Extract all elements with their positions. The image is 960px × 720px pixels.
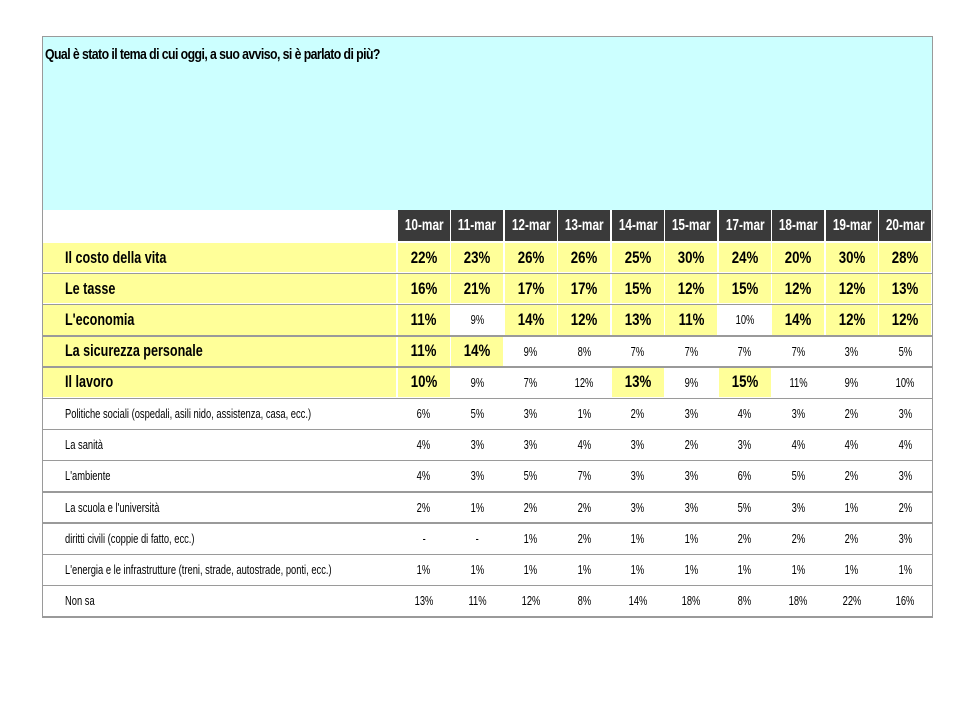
value-cell-text: 5% <box>791 468 806 484</box>
value-cell-text: 16% <box>410 278 438 298</box>
value-cell <box>398 243 450 272</box>
value-cell <box>826 337 878 366</box>
value-cell-text: 26% <box>570 247 598 267</box>
value-cell-text: 3% <box>844 343 859 359</box>
value-cell <box>719 524 771 553</box>
value-cell-text: 14% <box>784 309 812 329</box>
value-cell <box>719 305 771 334</box>
value-cell <box>772 493 824 522</box>
row-label-8-text: La scuola e l'università <box>65 499 160 515</box>
value-cell <box>879 243 931 272</box>
value-cell-text: 14% <box>517 309 545 329</box>
row-label-3 <box>43 337 396 366</box>
value-cell <box>772 368 824 397</box>
value-cell <box>451 274 503 303</box>
value-cell <box>826 586 878 615</box>
row-label-1-text: Le tasse <box>65 278 116 298</box>
value-cell <box>451 368 503 397</box>
value-cell-text: 3% <box>737 437 752 453</box>
value-cell-text: 5% <box>470 406 485 422</box>
value-cell <box>558 243 610 272</box>
value-cell-text: 10% <box>735 312 755 328</box>
value-cell-text: 3% <box>684 499 699 515</box>
value-cell-text: 5% <box>523 468 538 484</box>
date-header-17-mar <box>719 210 771 241</box>
value-cell <box>451 430 503 459</box>
value-cell <box>558 399 610 428</box>
value-cell <box>719 243 771 272</box>
value-cell <box>558 430 610 459</box>
value-cell <box>505 461 557 490</box>
value-cell <box>665 274 717 303</box>
value-cell <box>398 430 450 459</box>
date-header-17-mar-text: 17-mar <box>725 216 765 234</box>
value-cell-text: 10% <box>410 372 438 392</box>
value-cell-text: 12% <box>677 278 705 298</box>
value-cell <box>826 368 878 397</box>
value-cell <box>558 461 610 490</box>
value-cell-text: 2% <box>791 530 806 546</box>
date-header-19-mar <box>826 210 878 241</box>
value-cell-text: 11% <box>410 309 437 329</box>
value-cell <box>451 337 503 366</box>
value-cell <box>612 305 664 334</box>
value-cell-text: 3% <box>791 499 806 515</box>
value-cell-text: 11% <box>468 593 487 609</box>
row-divider <box>43 616 932 618</box>
value-cell-text: 23% <box>463 247 491 267</box>
value-cell-text: 2% <box>844 406 859 422</box>
value-cell <box>826 274 878 303</box>
value-cell-text: 13% <box>624 372 652 392</box>
row-label-2-text: L'economia <box>65 309 135 329</box>
value-cell <box>826 399 878 428</box>
value-cell <box>719 493 771 522</box>
value-cell-text: 1% <box>737 562 752 578</box>
value-cell <box>879 399 931 428</box>
value-cell <box>398 337 450 366</box>
value-cell-text: 18% <box>788 593 808 609</box>
value-cell-text: - <box>475 530 479 546</box>
value-cell <box>665 337 717 366</box>
value-cell <box>612 430 664 459</box>
value-cell-text: 3% <box>898 530 913 546</box>
value-cell-text: 22% <box>410 247 438 267</box>
value-cell-text: 1% <box>416 562 431 578</box>
value-cell-text: 20% <box>784 247 812 267</box>
value-cell-text: 12% <box>521 593 541 609</box>
value-cell-text: 13% <box>624 309 652 329</box>
value-cell-text: 9% <box>470 312 485 328</box>
value-cell <box>398 461 450 490</box>
value-cell-text: 14% <box>628 593 648 609</box>
value-cell-text: 1% <box>844 499 859 515</box>
value-cell-text: 7% <box>630 343 645 359</box>
value-cell-text: 1% <box>577 562 592 578</box>
value-cell <box>612 461 664 490</box>
value-cell <box>879 368 931 397</box>
value-cell-text: 3% <box>684 468 699 484</box>
row-label-5 <box>43 399 396 428</box>
value-cell <box>772 337 824 366</box>
date-header-10-mar-text: 10-mar <box>404 216 444 234</box>
value-cell <box>612 586 664 615</box>
row-label-9 <box>43 524 396 553</box>
value-cell-text: 2% <box>577 499 592 515</box>
value-cell-text: 8% <box>577 343 592 359</box>
value-cell <box>719 399 771 428</box>
value-cell-text: 7% <box>791 343 806 359</box>
value-cell-text: 10% <box>895 374 915 390</box>
value-cell-text: 2% <box>844 468 859 484</box>
value-cell <box>505 430 557 459</box>
value-cell-text: 2% <box>630 406 645 422</box>
row-label-7-text: L'ambiente <box>65 468 111 484</box>
value-cell-text: 4% <box>577 437 592 453</box>
value-cell-text: 26% <box>517 247 545 267</box>
value-cell <box>719 337 771 366</box>
value-cell-text: 30% <box>838 247 866 267</box>
row-label-5-text: Politiche sociali (ospedali, asili nido, assistenza, casa, ecc.) <box>65 406 312 422</box>
value-cell-text: 3% <box>684 406 699 422</box>
value-cell <box>826 243 878 272</box>
value-cell <box>826 493 878 522</box>
value-cell-text: 1% <box>791 562 806 578</box>
value-cell <box>398 493 450 522</box>
value-cell <box>451 493 503 522</box>
value-cell-text: 12% <box>570 309 598 329</box>
value-cell <box>505 305 557 334</box>
value-cell-text: 3% <box>630 499 645 515</box>
value-cell <box>826 555 878 584</box>
value-cell-text: 12% <box>838 309 866 329</box>
value-cell-text: 3% <box>898 406 913 422</box>
row-label-11 <box>43 586 396 615</box>
value-cell <box>451 586 503 615</box>
value-cell <box>558 555 610 584</box>
value-cell-text: 5% <box>898 343 913 359</box>
value-cell-text: 18% <box>681 593 701 609</box>
value-cell-text: 1% <box>898 562 913 578</box>
survey-table-frame <box>42 36 933 618</box>
date-header-15-mar <box>665 210 717 241</box>
date-header-15-mar-text: 15-mar <box>671 216 711 234</box>
value-cell-text: 12% <box>838 278 866 298</box>
row-label-0 <box>43 243 396 272</box>
row-label-6 <box>43 430 396 459</box>
value-cell-text: 1% <box>577 406 592 422</box>
value-cell-text: 2% <box>684 437 699 453</box>
value-cell-text: 7% <box>523 374 538 390</box>
value-cell-text: 2% <box>844 530 859 546</box>
value-cell <box>772 243 824 272</box>
value-cell-text: 4% <box>416 437 431 453</box>
value-cell-text: 4% <box>737 406 752 422</box>
value-cell-text: 3% <box>791 406 806 422</box>
value-cell <box>398 305 450 334</box>
value-cell-text: 8% <box>737 593 752 609</box>
value-cell-text: 15% <box>731 372 759 392</box>
value-cell-text: 7% <box>737 343 752 359</box>
value-cell <box>879 524 931 553</box>
value-cell-text: 16% <box>895 593 915 609</box>
date-header-19-mar-text: 19-mar <box>832 216 872 234</box>
value-cell <box>772 399 824 428</box>
value-cell <box>879 337 931 366</box>
value-cell <box>719 368 771 397</box>
value-cell-text: 4% <box>844 437 859 453</box>
question-title: Qual è stato il tema di cui oggi, a suo avviso, si è parlato di più? <box>45 46 380 63</box>
value-cell-text: 4% <box>898 437 913 453</box>
value-cell <box>398 555 450 584</box>
value-cell <box>398 524 450 553</box>
value-cell-text: 30% <box>677 247 705 267</box>
date-header-18-mar-text: 18-mar <box>778 216 818 234</box>
value-cell-text: 9% <box>684 374 699 390</box>
value-cell-text: 2% <box>416 499 431 515</box>
value-cell <box>505 243 557 272</box>
value-cell <box>558 493 610 522</box>
value-cell-text: 1% <box>523 562 538 578</box>
value-cell <box>612 368 664 397</box>
value-cell-text: 5% <box>737 499 752 515</box>
value-cell <box>505 586 557 615</box>
value-cell-text: 15% <box>731 278 759 298</box>
date-header-11-mar <box>451 210 503 241</box>
value-cell <box>612 524 664 553</box>
value-cell-text: 28% <box>891 247 919 267</box>
date-header-18-mar <box>772 210 824 241</box>
value-cell-text: 1% <box>630 562 645 578</box>
value-cell-text: 9% <box>470 374 485 390</box>
value-cell-text: 2% <box>898 499 913 515</box>
value-cell-text: 3% <box>898 468 913 484</box>
value-cell <box>451 555 503 584</box>
value-cell <box>558 274 610 303</box>
row-label-10 <box>43 555 396 584</box>
value-cell-text: 6% <box>737 468 752 484</box>
date-header-12-mar <box>505 210 557 241</box>
value-cell <box>558 305 610 334</box>
value-cell-text: 1% <box>470 562 485 578</box>
value-cell <box>772 461 824 490</box>
value-cell-text: 25% <box>624 247 652 267</box>
value-cell-text: 1% <box>470 499 485 515</box>
value-cell <box>612 274 664 303</box>
value-cell-text: 8% <box>577 593 592 609</box>
value-cell <box>558 337 610 366</box>
value-cell <box>879 274 931 303</box>
value-cell <box>558 524 610 553</box>
value-cell-text: 12% <box>574 374 594 390</box>
row-label-0-text: Il costo della vita <box>65 247 167 267</box>
value-cell-text: 4% <box>416 468 431 484</box>
value-cell <box>612 243 664 272</box>
date-header-11-mar-text: 11-mar <box>458 216 497 234</box>
row-label-3-text: La sicurezza personale <box>65 341 203 361</box>
value-cell-text: 9% <box>844 374 859 390</box>
value-cell-text: 4% <box>791 437 806 453</box>
value-cell <box>719 555 771 584</box>
value-cell <box>398 586 450 615</box>
value-cell <box>451 305 503 334</box>
date-header-13-mar <box>558 210 610 241</box>
value-cell-text: 7% <box>684 343 699 359</box>
date-header-13-mar-text: 13-mar <box>564 216 604 234</box>
value-cell-text: 6% <box>416 406 431 422</box>
value-cell-text: - <box>422 530 426 546</box>
value-cell <box>558 586 610 615</box>
value-cell <box>505 524 557 553</box>
value-cell-text: 15% <box>624 278 652 298</box>
date-header-12-mar-text: 12-mar <box>511 216 551 234</box>
value-cell-text: 17% <box>570 278 598 298</box>
value-cell <box>879 461 931 490</box>
value-cell <box>665 430 717 459</box>
value-cell <box>719 274 771 303</box>
value-cell-text: 3% <box>470 468 485 484</box>
value-cell <box>772 524 824 553</box>
value-cell-text: 1% <box>684 530 699 546</box>
row-label-11-text: Non sa <box>65 593 95 609</box>
results-table <box>43 37 932 617</box>
value-cell-text: 12% <box>784 278 812 298</box>
date-header-20-mar-text: 20-mar <box>885 216 925 234</box>
value-cell <box>665 368 717 397</box>
value-cell-text: 11% <box>789 374 808 390</box>
value-cell-text: 3% <box>523 406 538 422</box>
value-cell-text: 3% <box>523 437 538 453</box>
date-header-20-mar <box>879 210 931 241</box>
row-label-9-text: diritti civili (coppie di fatto, ecc.) <box>65 530 195 546</box>
value-cell <box>879 305 931 334</box>
value-cell-text: 1% <box>844 562 859 578</box>
value-cell-text: 3% <box>630 468 645 484</box>
value-cell <box>612 493 664 522</box>
value-cell-text: 2% <box>737 530 752 546</box>
value-cell-text: 13% <box>414 593 434 609</box>
value-cell <box>772 430 824 459</box>
value-cell <box>719 461 771 490</box>
value-cell <box>451 524 503 553</box>
value-cell <box>558 368 610 397</box>
value-cell <box>398 274 450 303</box>
value-cell <box>772 555 824 584</box>
row-label-10-text: L'energia e le infrastrutture (treni, strade, autostrade, ponti, ecc.) <box>65 562 332 578</box>
value-cell <box>772 586 824 615</box>
value-cell <box>612 555 664 584</box>
value-cell <box>665 555 717 584</box>
value-cell <box>665 399 717 428</box>
value-cell <box>879 493 931 522</box>
date-header-14-mar <box>612 210 664 241</box>
value-cell <box>772 274 824 303</box>
value-cell <box>879 586 931 615</box>
value-cell-text: 11% <box>410 341 437 361</box>
value-cell <box>665 243 717 272</box>
row-label-4-text: Il lavoro <box>65 372 114 392</box>
value-cell <box>719 586 771 615</box>
value-cell-text: 22% <box>842 593 862 609</box>
value-cell <box>398 399 450 428</box>
value-cell <box>505 274 557 303</box>
value-cell-text: 12% <box>891 309 919 329</box>
value-cell <box>505 493 557 522</box>
date-header-14-mar-text: 14-mar <box>618 216 658 234</box>
row-label-4 <box>43 368 396 397</box>
value-cell-text: 24% <box>731 247 759 267</box>
value-cell <box>719 430 771 459</box>
row-label-1 <box>43 274 396 303</box>
row-label-2 <box>43 305 396 334</box>
value-cell-text: 1% <box>684 562 699 578</box>
value-cell-text: 3% <box>630 437 645 453</box>
value-cell <box>826 430 878 459</box>
value-cell-text: 11% <box>678 309 705 329</box>
value-cell <box>665 586 717 615</box>
value-cell <box>879 555 931 584</box>
value-cell-text: 13% <box>891 278 919 298</box>
value-cell <box>665 461 717 490</box>
date-header-10-mar <box>398 210 450 241</box>
value-cell <box>772 305 824 334</box>
value-cell <box>505 337 557 366</box>
value-cell <box>826 524 878 553</box>
value-cell <box>505 368 557 397</box>
value-cell <box>665 524 717 553</box>
row-label-7 <box>43 461 396 490</box>
value-cell <box>665 493 717 522</box>
value-cell <box>612 337 664 366</box>
row-label-6-text: La sanità <box>65 437 103 453</box>
value-cell <box>612 399 664 428</box>
value-cell-text: 1% <box>630 530 645 546</box>
value-cell <box>505 555 557 584</box>
value-cell-text: 9% <box>523 343 538 359</box>
value-cell-text: 21% <box>463 278 491 298</box>
value-cell <box>451 243 503 272</box>
value-cell-text: 17% <box>517 278 545 298</box>
value-cell <box>826 305 878 334</box>
value-cell-text: 14% <box>463 341 491 361</box>
value-cell-text: 2% <box>523 499 538 515</box>
value-cell <box>451 461 503 490</box>
value-cell <box>879 430 931 459</box>
value-cell-text: 7% <box>577 468 592 484</box>
value-cell-text: 1% <box>523 530 538 546</box>
value-cell <box>826 461 878 490</box>
value-cell-text: 2% <box>577 530 592 546</box>
value-cell-text: 3% <box>470 437 485 453</box>
row-label-8 <box>43 493 396 522</box>
value-cell <box>398 368 450 397</box>
value-cell <box>451 399 503 428</box>
value-cell <box>665 305 717 334</box>
value-cell <box>505 399 557 428</box>
